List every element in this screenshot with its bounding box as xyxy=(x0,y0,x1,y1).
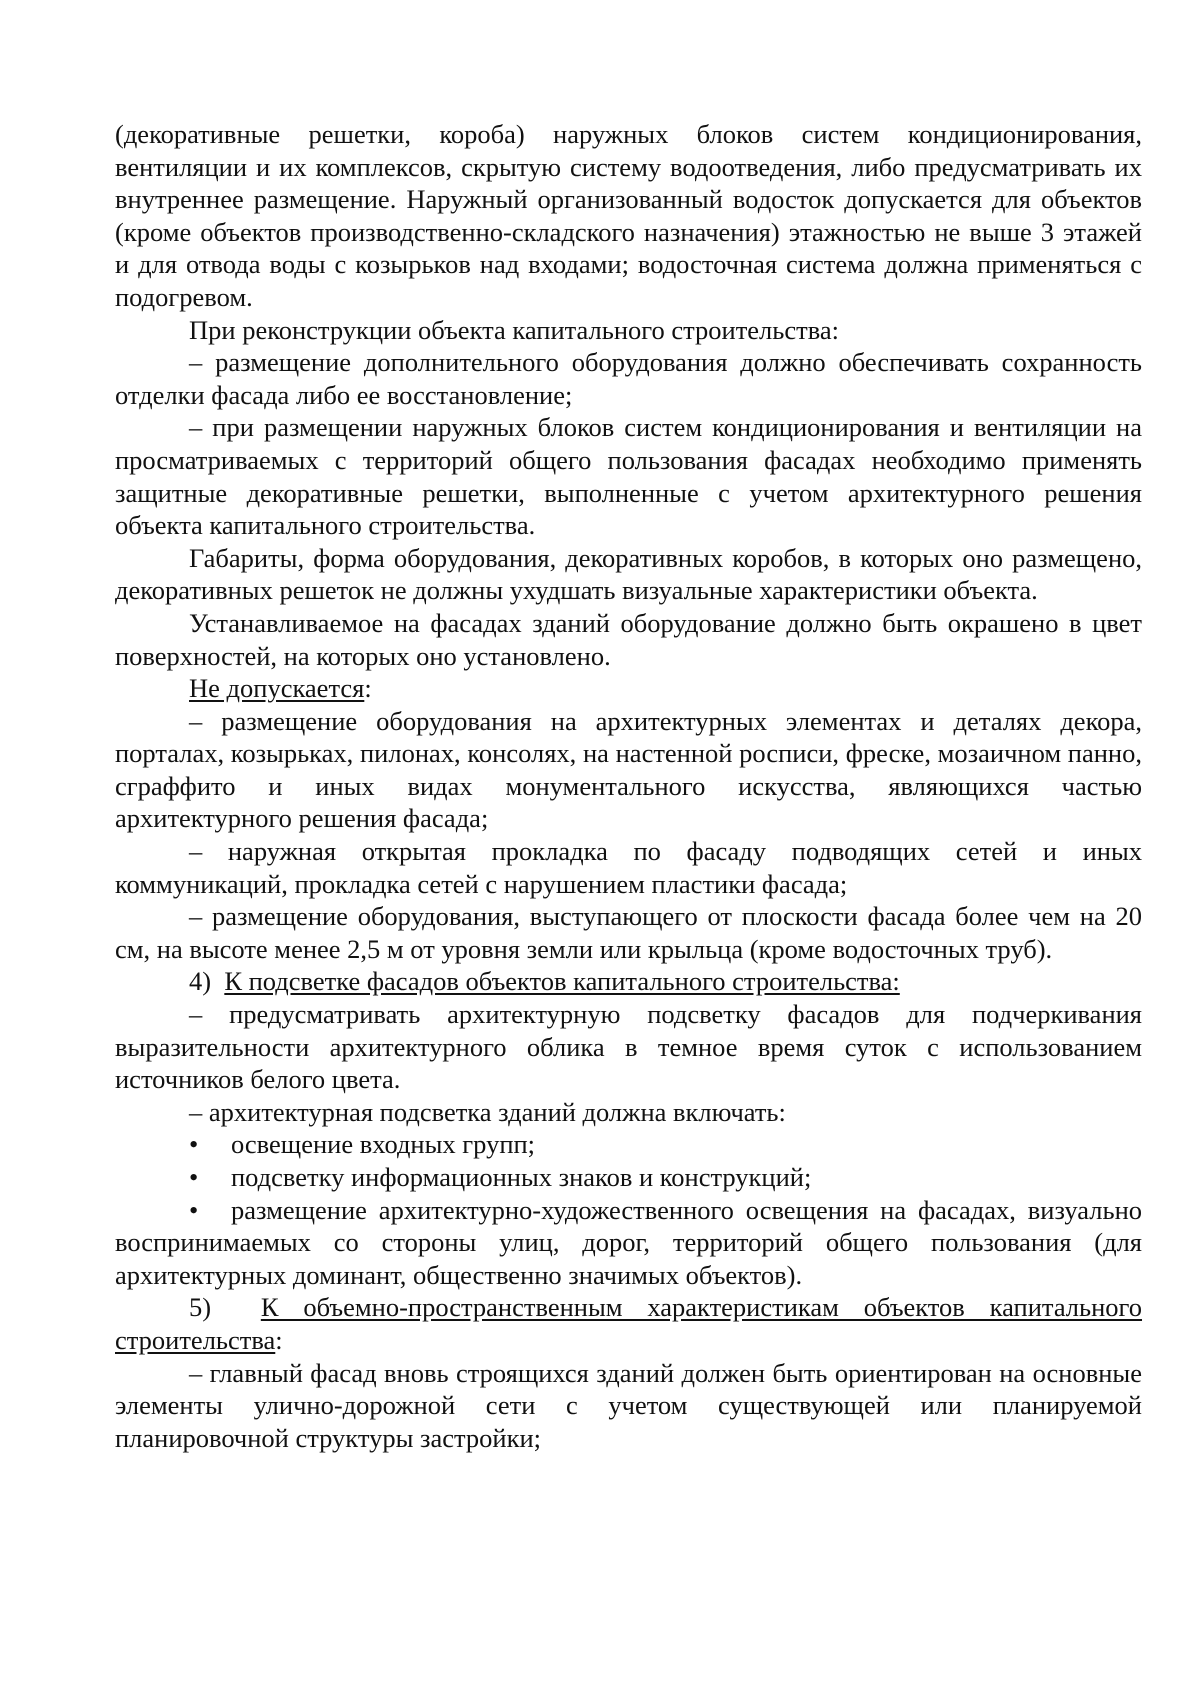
paragraph-equipment-color: Устанавливаемое на фасадах зданий оборудование должно быть окрашено в цвет поверхностей, на которых оно установлено. xyxy=(115,607,1142,671)
list-item-lighting-includes: – архитектурная подсветка зданий должна включать: xyxy=(189,1096,786,1127)
bullet-text: размещение архитектурно-художественного освещения на фасадах, визуально воспринимаемых со стороны улиц, дорог, территорий общего пользования (для архитектурных доминант, общественно значимых объектов). xyxy=(115,1194,1142,1290)
list-item-decorative-grilles: – при размещении наружных блоков систем кондиционирования и вентиляции на просматриваемых с территорий общего пользования фасадах необходимо применять защитные декоративные решетки, выполненные с учетом архитектурного решения объекта капитального строительства. xyxy=(115,412,1142,541)
paragraph-not-allowed-heading xyxy=(115,672,1142,705)
list-item-main-facade-orientation: – главный фасад вновь строящихся зданий должен быть ориентирован на основные элементы улично-дорожной сети с учетом существующей или планируемой планировочной структуры застройки; xyxy=(115,1357,1142,1453)
list-item-architectural-lighting: – предусматривать архитектурную подсветку фасадов для подчеркивания выразительности архитектурного облика в темное время суток с использованием источников белого цвета. xyxy=(115,999,1142,1095)
paragraph-facade-equipment: (декоративные решетки, короба) наружных блоков систем кондиционирования, вентиляции и их комплексов, скрытую систему водоотведения, либо предусматривать их внутреннее размещение. Наружный организованный водосток допускается для объектов (кроме объектов производственно-складского назначения) этажностью не выше 3 этажей и для отвода воды с козырьков над входами; водосточная система должна применяться с подогревом. xyxy=(115,119,1142,312)
document-page xyxy=(115,118,1142,1454)
bullet-icon: • xyxy=(189,1162,199,1192)
paragraph-dimensions: Габариты, форма оборудования, декоративных коробов, в которых оно размещено, декоративных решеток не должны ухудшать визуальные характеристики объекта. xyxy=(115,542,1142,606)
section-number-5: 5) xyxy=(189,1292,261,1323)
list-item-additional-equipment: – размещение дополнительного оборудования должно обеспечивать сохранность отделки фасада либо ее восстановление; xyxy=(115,347,1142,410)
bullet-text: освещение входных групп; xyxy=(231,1129,536,1160)
bullet-item-entrance-lighting xyxy=(115,1128,1142,1161)
section-heading-4 xyxy=(115,965,1142,998)
not-allowed-label: Не допускается xyxy=(189,673,365,704)
section-title-5-colon: : xyxy=(275,1324,283,1355)
list-item-protruding-equipment: – размещение оборудования, выступающего от плоскости фасада более чем на 20 см, на высоте менее 2,5 м от уровня земли или крыльца (кроме водосточных труб). xyxy=(115,901,1142,964)
bullet-text: подсветку информационных знаков и конструкций; xyxy=(231,1162,812,1192)
not-allowed-colon: : xyxy=(364,673,372,704)
bullet-icon: • xyxy=(189,1129,199,1160)
bullet-icon: • xyxy=(189,1194,199,1225)
bullet-item-artistic-lighting xyxy=(115,1194,1142,1292)
section-heading-5 xyxy=(115,1291,1142,1356)
section-title-5: К объемно-пространственным характеристикам объектов капитального строительства xyxy=(115,1292,1143,1355)
section-title-4: К подсветке фасадов объектов капитального строительства: xyxy=(224,966,900,997)
list-item-open-network-laying: – наружная открытая прокладка по фасаду подводящих сетей и иных коммуникаций, прокладка сетей с нарушением пластики фасада; xyxy=(115,836,1142,899)
bullet-item-sign-lighting xyxy=(115,1161,1142,1194)
section-number-4: 4) xyxy=(189,966,225,997)
paragraph-reconstruction-heading: При реконструкции объекта капитального строительства: xyxy=(189,314,839,345)
list-item-architectural-elements: – размещение оборудования на архитектурных элементах и деталях декора, порталах, козырьках, пилонах, консолях, на настенной росписи, фреске, мозаичном панно, сграффито и иных видах монументального искусства, являющихся частью архитектурного решения фасада; xyxy=(115,705,1142,834)
